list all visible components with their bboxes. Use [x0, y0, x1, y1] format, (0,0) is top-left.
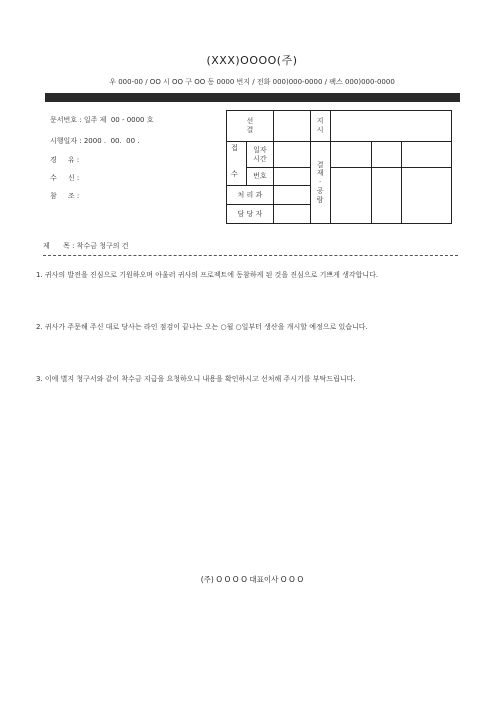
processing-dept-label: 처 리 과: [227, 186, 274, 205]
instruction-value: [330, 111, 451, 142]
date-label: 일자: [253, 145, 267, 154]
jae-char: 재: [316, 169, 324, 178]
date-time-value: [273, 142, 310, 168]
ji-si-cell: [310, 111, 330, 142]
subject-divider: [43, 255, 458, 256]
sign-box-5: [372, 168, 402, 224]
sign-box-3: [402, 142, 452, 168]
gyeol-label: 결: [246, 126, 254, 134]
sign-box-4: [330, 168, 372, 224]
gong-char: 공: [316, 186, 324, 195]
seon-gyeol-value: [273, 111, 310, 142]
approval-table: [226, 110, 452, 224]
time-label: 시간: [253, 154, 267, 163]
person-in-charge-label: 담 당 자: [227, 205, 274, 224]
body-paragraph-2: 2. 귀사가 주문해 주신 대로 당사는 라인 점검이 끝나는 오는 ○월 ○일부터 생산을 개시할 예정으로 있습니다.: [36, 323, 368, 331]
ram-char: 람: [316, 195, 324, 204]
subject-line: 제 목 : 착수금 청구의 건: [43, 242, 129, 250]
body-paragraph-1: 1. 귀사의 발전을 진심으로 기원하오며 아울러 귀사의 프로젝트에 동참하게 된 것을 진심으로 기쁘게 생각합니다.: [36, 271, 379, 279]
number-label: 번호: [246, 168, 273, 186]
gyeol-char: 결: [316, 160, 324, 169]
sign-box-1: [330, 142, 372, 168]
doc-number: 문서번호 : 일주 제 00 - 0000 호: [50, 116, 154, 124]
su-label: 수: [231, 170, 238, 178]
seon-label: 선: [246, 117, 254, 126]
company-title: (XXX)OOOO(주): [206, 54, 298, 67]
dot-char: ·: [318, 178, 322, 187]
via-field: 경 유 :: [50, 156, 80, 164]
gyeoljae-gongram-cell: [310, 142, 330, 224]
number-value: [273, 168, 310, 186]
si-label: 시: [316, 126, 324, 134]
sign-box-6: [402, 168, 452, 224]
recipient-field: 수 신 :: [50, 174, 80, 182]
issue-date: 시행일자 : 2000 . 00. 00 .: [50, 137, 140, 145]
jeop-label: 접: [231, 144, 238, 152]
processing-dept-value: [273, 186, 310, 205]
signature-line: (주) O O O O 대표이사 O O O: [200, 575, 304, 584]
body-paragraph-3: 3. 이에 별지 청구서와 같이 착수금 지급을 요청하오니 내용을 확인하시고 선처해 주시기를 부탁드립니다.: [36, 375, 356, 383]
sign-box-2: [372, 142, 402, 168]
seon-gyeol-cell: [227, 111, 274, 142]
company-address: 우 000-00 / OO 시 OO 구 OO 동 0000 번지 / 전화 000)000-0000 / 팩스 000)000-0000: [109, 78, 395, 86]
ji-label: 지: [316, 117, 324, 126]
person-in-charge-value: [273, 205, 310, 224]
header-divider-bar: [45, 93, 460, 102]
date-time-label: [246, 142, 273, 168]
reference-field: 참 조 :: [50, 192, 80, 200]
